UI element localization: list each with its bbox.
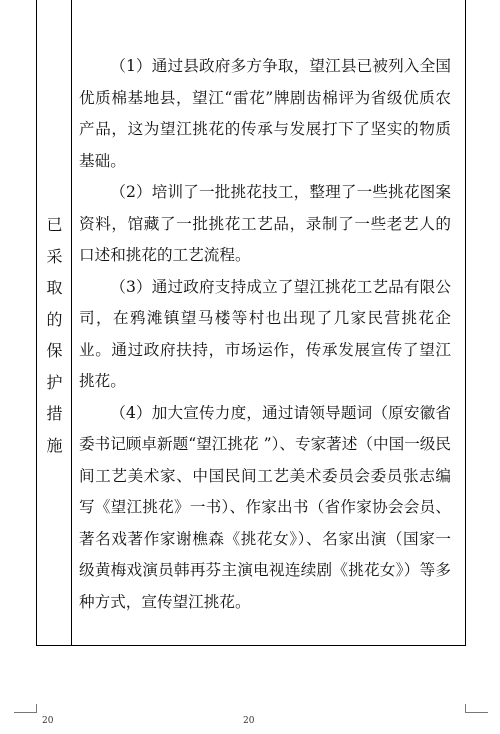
measure-paragraph-3: （3）通过政府支持成立了望江挑花工艺品有限公司，在鸦滩镇望马楼等村也出现了几家民营挑花企业。通过政府扶持，市场运作，传承发展宣传了望江挑花。 (79, 277, 451, 390)
footer-left-page-number: 20 (42, 716, 54, 726)
section-label-char: 的 (46, 309, 63, 329)
section-label-char: 取 (46, 278, 63, 297)
crop-mark-bottom-right-v (465, 704, 466, 713)
section-label-char: 护 (46, 372, 63, 392)
section-label-char: 施 (46, 435, 63, 455)
section-label-char: 已 (46, 215, 63, 234)
crop-mark-bottom-left-v (36, 704, 37, 713)
measures-table (36, 0, 466, 646)
measure-paragraph-4: （4）加大宣传力度，通过请领导题词（原安徽省委书记顾卓新题“望江挑花 ”）、专家著述（中国一级民间工艺美术家、中国民间工艺美术委员会委员张志编写《望江挑花》一书）、作家出书（省作家协会会员、著名戏著作家谢樵森《挑花女》）、名家出演（国家一级黄梅戏演员韩再芬主演电视连续剧《挑花女》）等多种方式，宣传望江挑花。 (79, 403, 451, 611)
section-label-cell (37, 0, 72, 645)
section-label-char: 措 (46, 404, 63, 423)
section-label-char: 保 (46, 341, 63, 360)
section-label-char: 采 (46, 246, 63, 266)
measure-paragraph-2: （2）培训了一批挑花技工，整理了一些挑花图案资料，馆藏了一批挑花工艺品，录制了一些老艺人的口述和挑花的工艺流程。 (79, 183, 451, 264)
measure-paragraph-1: （1）通过县政府多方争取，望江县已被列入全国优质棉基地县，望江“雷花”牌剧齿棉评为省级优质农产品，这为望江挑花的传承与发展打下了坚实的物质基础。 (79, 57, 451, 170)
crop-mark-bottom-right-h (466, 712, 488, 713)
measures-content (79, 51, 451, 618)
section-label (37, 209, 72, 461)
crop-mark-bottom-left-h (14, 712, 36, 713)
footer-center-page-number: 20 (243, 716, 255, 726)
